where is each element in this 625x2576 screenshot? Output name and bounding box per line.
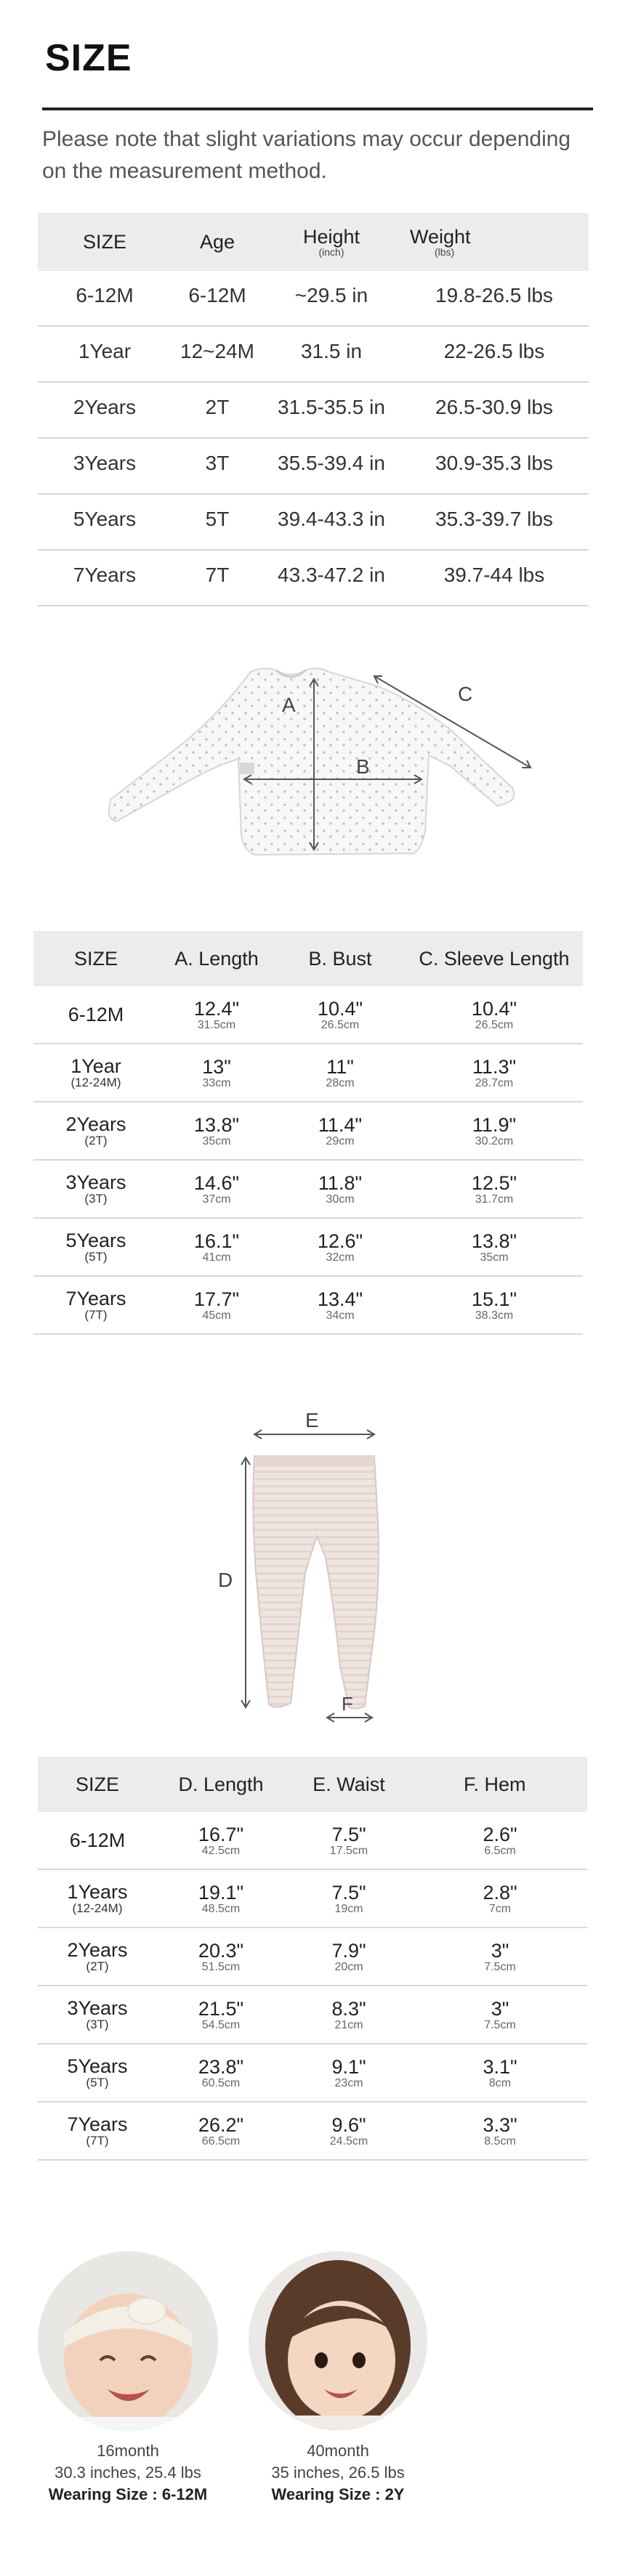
cell-bust: 12.6" 32cm xyxy=(275,1218,406,1276)
cell-sleeve: 11.9" 30.2cm xyxy=(406,1102,583,1160)
cell-length: 20.3" 51.5cm xyxy=(157,1927,285,1986)
cell-weight: 30.9-35.3 lbs xyxy=(400,438,589,494)
cell-sleeve: 13.8" 35cm xyxy=(406,1218,583,1276)
cell-length: 14.6" 37cm xyxy=(158,1160,275,1218)
cell-bust: 10.4" 26.5cm xyxy=(275,986,406,1044)
cell-bust: 13.4" 34cm xyxy=(275,1276,406,1334)
header-size: SIZE xyxy=(38,1757,157,1812)
cell-length: 16.1" 41cm xyxy=(158,1218,275,1276)
cell-sleeve: 12.5" 31.7cm xyxy=(406,1160,583,1218)
cell-hem: 3.3" 8.5cm xyxy=(413,2102,587,2160)
cell-size: 3Years (3T) xyxy=(33,1160,158,1218)
toddler-portrait-image xyxy=(249,2251,427,2430)
title-divider xyxy=(42,107,593,110)
label-c: C xyxy=(458,683,473,705)
table-header-row xyxy=(38,213,589,271)
cell-size: 7Years (7T) xyxy=(38,2102,157,2160)
cell-bust: 11" 28cm xyxy=(275,1044,406,1102)
cell-size: 6-12M xyxy=(33,986,158,1044)
cell-length: 17.7" 45cm xyxy=(158,1276,275,1334)
cell-sleeve: 10.4" 26.5cm xyxy=(406,986,583,1044)
cell-weight: 26.5-30.9 lbs xyxy=(400,382,589,438)
header-size: SIZE xyxy=(33,931,158,986)
cell-hem: 3.1" 8cm xyxy=(413,2044,587,2102)
shirt-tag xyxy=(240,763,254,774)
cell-hem: 3" 7.5cm xyxy=(413,1986,587,2044)
cell-weight: 35.3-39.7 lbs xyxy=(400,494,589,550)
header-age: Age xyxy=(172,213,263,271)
cell-length: 21.5" 54.5cm xyxy=(157,1986,285,2044)
cell-size: 3Years xyxy=(38,438,172,494)
table-row xyxy=(38,550,589,606)
table-row xyxy=(38,2102,587,2160)
table-row xyxy=(38,438,589,494)
header-waist: E. Waist xyxy=(285,1757,413,1812)
cell-size: 5Years (5T) xyxy=(38,2044,157,2102)
cell-age: 2T xyxy=(172,382,263,438)
cell-sleeve: 11.3" 28.7cm xyxy=(406,1044,583,1102)
model-stats: 35 inches, 26.5 lbs xyxy=(271,2463,405,2482)
cell-height: 31.5 in xyxy=(263,326,400,382)
cell-age: 6-12M xyxy=(172,271,263,326)
table-row xyxy=(33,986,583,1044)
model-stats: 30.3 inches, 25.4 lbs xyxy=(55,2463,201,2482)
pants-measurement-diagram xyxy=(203,1405,422,1739)
model-caption-1 xyxy=(19,2440,237,2506)
table-header-row xyxy=(33,931,583,986)
cell-waist: 7.5" 17.5cm xyxy=(285,1812,413,1869)
cell-height: 35.5-39.4 in xyxy=(263,438,400,494)
cell-hem: 2.8" 7cm xyxy=(413,1869,587,1927)
cell-height: 43.3-47.2 in xyxy=(263,550,400,606)
table-row xyxy=(33,1276,583,1334)
top-measurement-diagram xyxy=(73,657,552,897)
cell-weight: 39.7-44 lbs xyxy=(400,550,589,606)
cell-waist: 8.3" 21cm xyxy=(285,1986,413,2044)
cell-waist: 7.9" 20cm xyxy=(285,1927,413,1986)
header-height: Height (inch) xyxy=(263,213,400,271)
cell-sleeve: 15.1" 38.3cm xyxy=(406,1276,583,1334)
model-age: 16month xyxy=(97,2442,159,2460)
table-row xyxy=(38,326,589,382)
table-row xyxy=(38,382,589,438)
cell-size: 7Years (7T) xyxy=(33,1276,158,1334)
cell-size: 5Years xyxy=(38,494,172,550)
table-row xyxy=(38,271,589,326)
cell-size: 7Years xyxy=(38,550,172,606)
table-row xyxy=(33,1044,583,1102)
cell-height: 31.5-35.5 in xyxy=(263,382,400,438)
table-row xyxy=(38,1812,587,1869)
table-row xyxy=(38,2044,587,2102)
cell-length: 16.7" 42.5cm xyxy=(157,1812,285,1869)
cell-hem: 2.6" 6.5cm xyxy=(413,1812,587,1869)
cell-age: 7T xyxy=(172,550,263,606)
header-weight: Weight (lbs) xyxy=(400,213,589,271)
cell-size: 2Years (2T) xyxy=(33,1102,158,1160)
cell-size: 6-12M xyxy=(38,1812,157,1869)
table-row xyxy=(38,494,589,550)
cell-waist: 7.5" 19cm xyxy=(285,1869,413,1927)
cell-bust: 11.4" 29cm xyxy=(275,1102,406,1160)
label-b: B xyxy=(356,755,370,778)
label-d: D xyxy=(218,1569,233,1591)
model-caption-2 xyxy=(229,2440,447,2506)
table-header-row xyxy=(38,1757,587,1812)
table-row xyxy=(38,1869,587,1927)
wearing-size: Wearing Size : 6-12M xyxy=(48,2485,208,2503)
label-e: E xyxy=(305,1409,319,1431)
model-photo-40month xyxy=(249,2251,427,2430)
cell-age: 3T xyxy=(172,438,263,494)
pants-measurement-chart xyxy=(38,1757,587,2161)
cell-length: 12.4" 31.5cm xyxy=(158,986,275,1044)
cell-size: 6-12M xyxy=(38,271,172,326)
table-row xyxy=(33,1160,583,1218)
header-hem: F. Hem xyxy=(413,1757,587,1812)
cell-waist: 9.1" 23cm xyxy=(285,2044,413,2102)
cell-size: 2Years xyxy=(38,382,172,438)
label-f: F xyxy=(342,1693,353,1715)
cell-length: 26.2" 66.5cm xyxy=(157,2102,285,2160)
model-photo-16month xyxy=(38,2251,218,2431)
cell-weight: 19.8-26.5 lbs xyxy=(400,271,589,326)
wearing-size: Wearing Size : 2Y xyxy=(271,2485,405,2503)
header-sleeve: C. Sleeve Length xyxy=(406,931,583,986)
header-size: SIZE xyxy=(38,213,172,271)
cell-height: 39.4-43.3 in xyxy=(263,494,400,550)
table-row xyxy=(38,1927,587,1986)
shirt-illustration xyxy=(73,657,552,897)
pants-shape xyxy=(253,1456,378,1709)
cell-waist: 9.6" 24.5cm xyxy=(285,2102,413,2160)
cell-weight: 22-26.5 lbs xyxy=(400,326,589,382)
model-age: 40month xyxy=(307,2442,369,2460)
label-a: A xyxy=(282,694,296,716)
cell-length: 23.8" 60.5cm xyxy=(157,2044,285,2102)
cell-height: ~29.5 in xyxy=(263,271,400,326)
cell-size: 1Year xyxy=(38,326,172,382)
cell-hem: 3" 7.5cm xyxy=(413,1927,587,1986)
cell-size: 5Years (5T) xyxy=(33,1218,158,1276)
cell-length: 13.8" 35cm xyxy=(158,1102,275,1160)
cell-length: 19.1" 48.5cm xyxy=(157,1869,285,1927)
table-row xyxy=(33,1218,583,1276)
header-length: A. Length xyxy=(158,931,275,986)
cell-length: 13" 33cm xyxy=(158,1044,275,1102)
measurement-note: Please note that slight variations may occur depending on the measurement method. xyxy=(42,127,571,183)
cell-age: 5T xyxy=(172,494,263,550)
baby-portrait-image xyxy=(38,2251,218,2431)
cell-size: 1Year (12-24M) xyxy=(33,1044,158,1102)
table-row xyxy=(38,1986,587,2044)
cell-size: 2Years (2T) xyxy=(38,1927,157,1986)
table-row xyxy=(33,1102,583,1160)
size-age-chart xyxy=(38,213,589,606)
top-measurement-chart xyxy=(33,931,583,1335)
cell-size: 3Years (3T) xyxy=(38,1986,157,2044)
page-title: SIZE xyxy=(45,37,132,79)
cell-age: 12~24M xyxy=(172,326,263,382)
cell-bust: 11.8" 30cm xyxy=(275,1160,406,1218)
header-length: D. Length xyxy=(157,1757,285,1812)
header-bust: B. Bust xyxy=(275,931,406,986)
pants-illustration xyxy=(203,1405,422,1739)
shirt-shape xyxy=(109,668,515,855)
cell-size: 1Years (12-24M) xyxy=(38,1869,157,1927)
